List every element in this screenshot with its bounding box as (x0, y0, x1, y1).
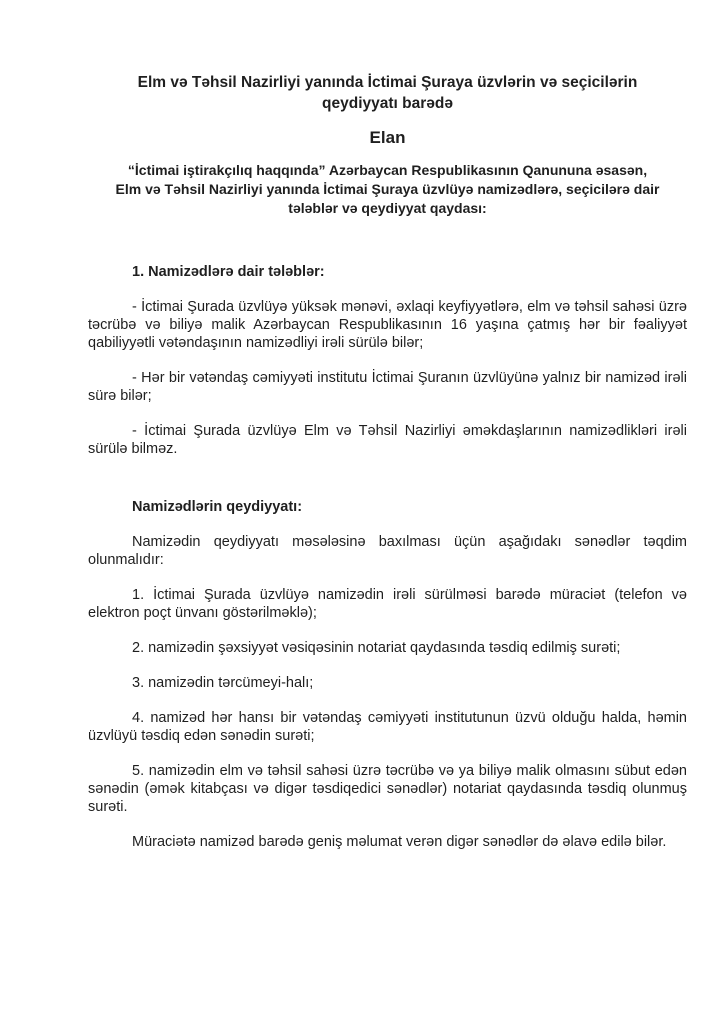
announcement-heading (88, 127, 687, 149)
registration-document-5: 5. namizədin elm və təhsil sahəsi üzrə təcrübə və ya biliyə malik olmasını sübut edən sənədin (əmək kitabçası və digər təsdiqedici sənədlər) notariat qaydasında təsdiq olunmuş surəti. (88, 763, 687, 815)
registration-document-4: 4. namizəd hər hansı bir vətəndaş cəmiyyəti institutunun üzvü olduğu halda, həmin üzvlüyü təsdiq edən sənədin surəti; (88, 710, 687, 744)
document-title-line-2: qeydiyyatı barədə (322, 95, 453, 112)
registration-document-3: 3. namizədin tərcümeyi-halı; (132, 675, 314, 691)
announcement-heading-text: Elan (369, 128, 406, 147)
intro-paragraph (88, 161, 687, 218)
registration-heading: Namizədlərin qeydiyyatı: (132, 499, 303, 515)
section-registration (88, 498, 687, 851)
document-title-line-1: Elm və Təhsil Nazirliyi yanında İctimai Şuraya üzvlərin və seçicilərin (137, 74, 638, 91)
registration-paragraph-closing: Müraciətə namizəd barədə geniş məlumat verən digər sənədlər də əlavə edilə bilər. (132, 834, 667, 850)
intro-line-1: “İctimai iştirakçılıq haqqında” Azərbaycan Respublikasının Qanununa əsasən, (127, 162, 648, 178)
intro-line-3: tələblər və qeydiyyat qaydası: (288, 200, 487, 216)
registration-paragraph-intro: Namizədin qeydiyyatı məsələsinə baxılması üçün aşağıdakı sənədlər təqdim olunmalıdır: (88, 534, 687, 568)
registration-document-2: 2. namizədin şəxsiyyət vəsiqəsinin notariat qaydasında təsdiq edilmiş surəti; (132, 640, 621, 656)
requirements-paragraph-2: - Hər bir vətəndaş cəmiyyəti institutu İctimai Şuranın üzvlüyünə yalnız bir namizəd irəli sürə bilər; (88, 370, 687, 404)
document-title (88, 72, 687, 114)
requirements-heading: 1. Namizədlərə dair tələblər: (132, 264, 325, 280)
requirements-paragraph-3: - İctimai Şurada üzvlüyə Elm və Təhsil Nazirliyi əməkdaşlarının namizədlikləri irəli sürülə bilməz. (88, 423, 687, 457)
intro-line-2: Elm və Təhsil Nazirliyi yanında İctimai Şuraya üzvlüyə namizədlərə, seçicilərə dair (115, 181, 660, 197)
section-requirements (88, 263, 687, 458)
registration-document-1: 1. İctimai Şurada üzvlüyə namizədin irəli sürülməsi barədə müraciət (telefon və elektron poçt ünvanı göstərilməklə); (88, 587, 687, 621)
requirements-paragraph-1: - İctimai Şurada üzvlüyə yüksək mənəvi, əxlaqi keyfiyyətlərə, elm və təhsil sahəsi üzrə təcrübə və biliyə malik Azərbaycan Respublikasının 16 yaşına çatmış hər bir fəaliyyət qabiliyyətli vətəndaşının namizədliyi irəli sürülə bilər; (88, 299, 687, 351)
